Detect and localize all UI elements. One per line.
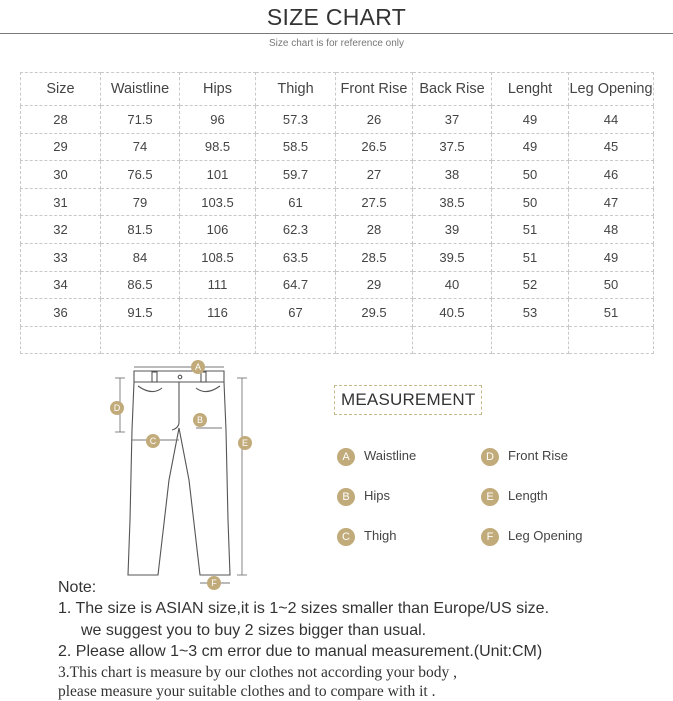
legend-badge-c: C	[337, 528, 355, 546]
table-header-row	[21, 73, 654, 106]
badge-e-label: E	[241, 438, 249, 448]
col-header-hips: Hips	[180, 73, 256, 106]
table-cell: 101	[180, 161, 256, 189]
table-cell-empty	[492, 326, 569, 353]
legend-item-thigh	[337, 526, 397, 546]
table-cell: 108.5	[180, 243, 256, 271]
table-cell-empty	[256, 326, 336, 353]
badge-a-label: A	[194, 362, 202, 372]
legend-item-leg-opening	[481, 526, 582, 546]
col-header-leg-opening: Leg Opening	[569, 73, 654, 106]
table-cell: 29.5	[336, 299, 413, 327]
page-title: SIZE CHART	[266, 4, 407, 30]
table-cell: 64.7	[256, 271, 336, 299]
table-cell: 27.5	[336, 188, 413, 216]
table-cell: 91.5	[101, 299, 180, 327]
badge-f	[207, 576, 221, 590]
pants-outline	[128, 371, 230, 575]
table-cell-empty	[180, 326, 256, 353]
col-header-waistline: Waistline	[101, 73, 180, 106]
table-cell: 61	[256, 188, 336, 216]
table-cell: 96	[180, 106, 256, 134]
table-row	[21, 106, 654, 134]
badge-e	[238, 436, 252, 450]
table-cell: 116	[180, 299, 256, 327]
table-row	[21, 299, 654, 327]
badge-f-label: F	[211, 578, 217, 588]
table-cell: 86.5	[101, 271, 180, 299]
table-cell: 63.5	[256, 243, 336, 271]
col-header-thigh: Thigh	[256, 73, 336, 106]
legend-label-thigh: Thigh	[364, 528, 397, 543]
table-cell: 111	[180, 271, 256, 299]
table-cell: 28	[336, 216, 413, 244]
table-cell: 28	[21, 106, 101, 134]
table-cell: 26	[336, 106, 413, 134]
table-cell: 57.3	[256, 106, 336, 134]
table-cell: 29	[336, 271, 413, 299]
table-cell: 84	[101, 243, 180, 271]
legend-label-waistline: Waistline	[364, 448, 417, 463]
table-cell: 32	[21, 216, 101, 244]
table-cell: 26.5	[336, 133, 413, 161]
table-row	[21, 216, 654, 244]
table-cell: 49	[492, 106, 569, 134]
col-header-length: Lenght	[492, 73, 569, 106]
table-cell: 29	[21, 133, 101, 161]
table-row	[21, 243, 654, 271]
legend-item-waistline	[337, 446, 416, 466]
badge-c-label: C	[149, 436, 157, 446]
legend-badge-d: D	[481, 448, 499, 466]
legend-label-leg-opening: Leg Opening	[508, 528, 583, 543]
table-cell: 30	[21, 161, 101, 189]
table-cell: 39.5	[413, 243, 492, 271]
table-cell: 27	[336, 161, 413, 189]
table-cell: 50	[492, 188, 569, 216]
table-cell: 37.5	[413, 133, 492, 161]
note-2: 2. Please allow 1~3 cm error due to manual measurement.(Unit:CM)	[58, 643, 543, 660]
badge-b	[193, 413, 207, 427]
table-cell: 62.3	[256, 216, 336, 244]
legend-label-front-rise: Front Rise	[508, 448, 568, 463]
legend-badge-a: A	[337, 448, 355, 466]
table-cell-empty	[413, 326, 492, 353]
table-cell: 49	[569, 243, 654, 271]
table-cell: 36	[21, 299, 101, 327]
table-cell-empty	[336, 326, 413, 353]
table-cell: 40	[413, 271, 492, 299]
col-header-front-rise: Front Rise	[336, 73, 413, 106]
table-cell: 31	[21, 188, 101, 216]
table-cell: 51	[569, 299, 654, 327]
table-row	[21, 271, 654, 299]
table-cell: 49	[492, 133, 569, 161]
measurement-title: MEASUREMENT	[334, 385, 482, 415]
table-cell: 40.5	[413, 299, 492, 327]
table-cell: 59.7	[256, 161, 336, 189]
table-cell: 106	[180, 216, 256, 244]
legend-item-hips	[337, 486, 390, 506]
legend-label-hips: Hips	[364, 488, 391, 503]
table-cell: 74	[101, 133, 180, 161]
table-cell: 38	[413, 161, 492, 189]
size-table	[20, 72, 654, 354]
badge-d	[110, 401, 124, 415]
table-cell: 58.5	[256, 133, 336, 161]
table-cell-empty	[569, 326, 654, 353]
table-cell: 44	[569, 106, 654, 134]
table-cell: 34	[21, 271, 101, 299]
badge-a	[191, 360, 205, 374]
title-divider	[0, 33, 673, 34]
table-cell: 103.5	[180, 188, 256, 216]
table-cell: 50	[492, 161, 569, 189]
table-row-empty	[21, 326, 654, 353]
table-cell-empty	[21, 326, 101, 353]
legend-badge-f: F	[481, 528, 499, 546]
note-3: 3.This chart is measure by our clothes not according your body ,	[58, 664, 458, 681]
table-cell-empty	[101, 326, 180, 353]
note-1-continued: we suggest you to buy 2 sizes bigger than usual.	[81, 622, 427, 639]
table-cell: 39	[413, 216, 492, 244]
table-cell: 37	[413, 106, 492, 134]
table-cell: 67	[256, 299, 336, 327]
table-cell: 33	[21, 243, 101, 271]
table-cell: 47	[569, 188, 654, 216]
notes-title: Note:	[58, 579, 97, 596]
table-cell: 71.5	[101, 106, 180, 134]
table-row	[21, 161, 654, 189]
table-cell: 98.5	[180, 133, 256, 161]
table-cell: 51	[492, 216, 569, 244]
legend-item-front-rise	[481, 446, 568, 466]
table-cell: 45	[569, 133, 654, 161]
table-cell: 46	[569, 161, 654, 189]
note-1: 1. The size is ASIAN size,it is 1~2 sizes smaller than Europe/US size.	[58, 600, 550, 617]
col-header-size: Size	[21, 73, 101, 106]
legend-label-length: Length	[508, 488, 548, 503]
table-cell: 28.5	[336, 243, 413, 271]
table-cell: 51	[492, 243, 569, 271]
pants-diagram	[100, 360, 270, 590]
badge-b-label: B	[196, 415, 204, 425]
legend-item-length	[481, 486, 548, 506]
badge-d-label: D	[113, 403, 121, 413]
table-cell: 38.5	[413, 188, 492, 216]
badge-c	[146, 434, 160, 448]
table-cell: 48	[569, 216, 654, 244]
col-header-back-rise: Back Rise	[413, 73, 492, 106]
legend-badge-e: E	[481, 488, 499, 506]
table-cell: 81.5	[101, 216, 180, 244]
legend-badge-b: B	[337, 488, 355, 506]
table-row	[21, 133, 654, 161]
page-subtitle: Size chart is for reference only	[268, 38, 405, 49]
table-cell: 53	[492, 299, 569, 327]
table-cell: 50	[569, 271, 654, 299]
table-cell: 52	[492, 271, 569, 299]
table-cell: 79	[101, 188, 180, 216]
table-row	[21, 188, 654, 216]
table-cell: 76.5	[101, 161, 180, 189]
note-3-continued: please measure your suitable clothes and to compare with it .	[58, 683, 436, 700]
